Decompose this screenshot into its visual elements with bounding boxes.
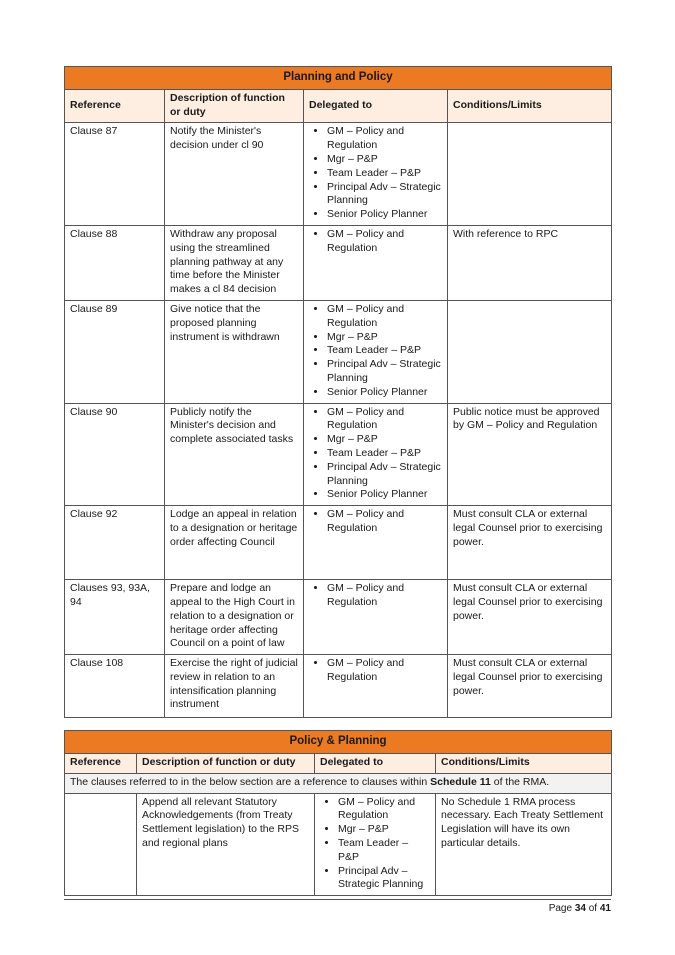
conditions-cell: With reference to RPC [448,225,612,300]
description-cell: Append all relevant Statutory Acknowledgements (from Treaty Settlement legislation) to the RPS and regional plans [137,793,315,896]
reference-cell: Clauses 93, 93A, 94 [65,580,165,655]
delegated-cell [304,506,448,580]
delegate-item: • GM – Policy and Regulation [327,303,442,331]
table-row [65,506,612,580]
delegate-item: • GM – Policy and Regulation [327,406,442,434]
delegate-item: • Mgr – P&P [338,823,430,837]
conditions-cell: Public notice must be approved by GM – Policy and Regulation [448,403,612,506]
delegate-item: • Principal Adv – Strategic Planning [327,358,442,386]
delegate-item: • Senior Policy Planner [327,488,442,502]
table-row [65,123,612,226]
delegate-item: • GM – Policy and Regulation [327,228,442,256]
table-row [65,793,612,896]
delegated-cell [304,655,448,718]
conditions-cell [448,123,612,226]
description-cell: Withdraw any proposal using the streamlined planning pathway at any time before the Minister makes a cl 84 decision [165,225,304,300]
table1-body [65,123,612,718]
col-header-delegated: Delegated to [304,89,448,123]
schedule-note [65,773,612,793]
delegate-item: • Mgr – P&P [327,331,442,345]
delegate-item: • Team Leader – P&P [327,447,442,461]
description-cell: Lodge an appeal in relation to a designation or heritage order affecting Council [165,506,304,580]
conditions-cell: Must consult CLA or external legal Counsel prior to exercising power. [448,580,612,655]
table-row [65,655,612,718]
delegate-item: • GM – Policy and Regulation [327,582,442,610]
delegate-item: • GM – Policy and Regulation [327,508,442,536]
col-header-conditions: Conditions/Limits [436,753,612,773]
reference-cell: Clause 90 [65,403,165,506]
delegated-cell [304,225,448,300]
reference-cell: Clause 92 [65,506,165,580]
current-page: 34 [574,903,586,914]
delegated-cell [315,793,436,896]
table-row [65,580,612,655]
reference-cell: Clause 89 [65,300,165,403]
description-cell: Publicly notify the Minister's decision and complete associated tasks [165,403,304,506]
note-bold: Schedule 11 [430,775,491,788]
table-title: Planning and Policy [65,67,612,90]
table-row [65,403,612,506]
reference-cell [65,793,137,896]
delegate-item: • GM – Policy and Regulation [338,796,430,824]
delegated-cell [304,300,448,403]
reference-cell: Clause 88 [65,225,165,300]
table-title: Policy & Planning [65,731,612,754]
col-header-description: Description of function or duty [165,89,304,123]
col-header-conditions: Conditions/Limits [448,89,612,123]
schedule-note-row [65,773,612,793]
delegate-item: • Principal Adv – Strategic Planning [327,461,442,489]
page-label: Page [548,903,573,914]
note-text: The clauses referred to in the below section are a reference to clauses within [70,775,431,788]
delegate-item: • Mgr – P&P [327,433,442,447]
delegated-cell [304,123,448,226]
delegate-item: • Team Leader – P&P [327,344,442,358]
conditions-cell: Must consult CLA or external legal Counsel prior to exercising power. [448,655,612,718]
delegate-item: • Mgr – P&P [327,153,442,167]
reference-cell: Clause 87 [65,123,165,226]
reference-cell: Clause 108 [65,655,165,718]
description-cell: Prepare and lodge an appeal to the High Court in relation to a designation or heritage order affecting Council on a point of law [165,580,304,655]
delegated-cell [304,403,448,506]
delegate-item: • Senior Policy Planner [327,208,442,222]
table-row [65,225,612,300]
delegate-item: • Principal Adv – Strategic Planning [327,181,442,209]
col-header-reference: Reference [65,753,137,773]
col-header-description: Description of function or duty [137,753,315,773]
policy-planning-table [64,730,612,896]
col-header-reference: Reference [65,89,165,123]
conditions-cell: No Schedule 1 RMA process necessary. Each Treaty Settlement Legislation will have its own particular details. [436,793,612,896]
page-number [549,903,611,914]
delegated-cell [304,580,448,655]
delegate-item: • Principal Adv – Strategic Planning [338,865,430,893]
delegate-item: • Senior Policy Planner [327,386,442,400]
delegate-item: • Team Leader – P&P [327,167,442,181]
delegate-item: • GM – Policy and Regulation [327,125,442,153]
note-suffix: of the RMA. [490,775,550,788]
delegate-item: • GM – Policy and Regulation [327,657,442,685]
conditions-cell: Must consult CLA or external legal Counsel prior to exercising power. [448,506,612,580]
description-cell: Give notice that the proposed planning instrument is withdrawn [165,300,304,403]
footer-divider [64,899,611,900]
table-row [65,300,612,403]
description-cell: Exercise the right of judicial review in relation to an intensification planning instrument [165,655,304,718]
planning-policy-table [64,66,612,718]
description-cell: Notify the Minister's decision under cl 90 [165,123,304,226]
of-label: of [588,903,598,914]
conditions-cell [448,300,612,403]
delegate-item: • Team Leader – P&P [338,837,430,865]
total-pages: 41 [599,903,611,914]
col-header-delegated: Delegated to [315,753,436,773]
